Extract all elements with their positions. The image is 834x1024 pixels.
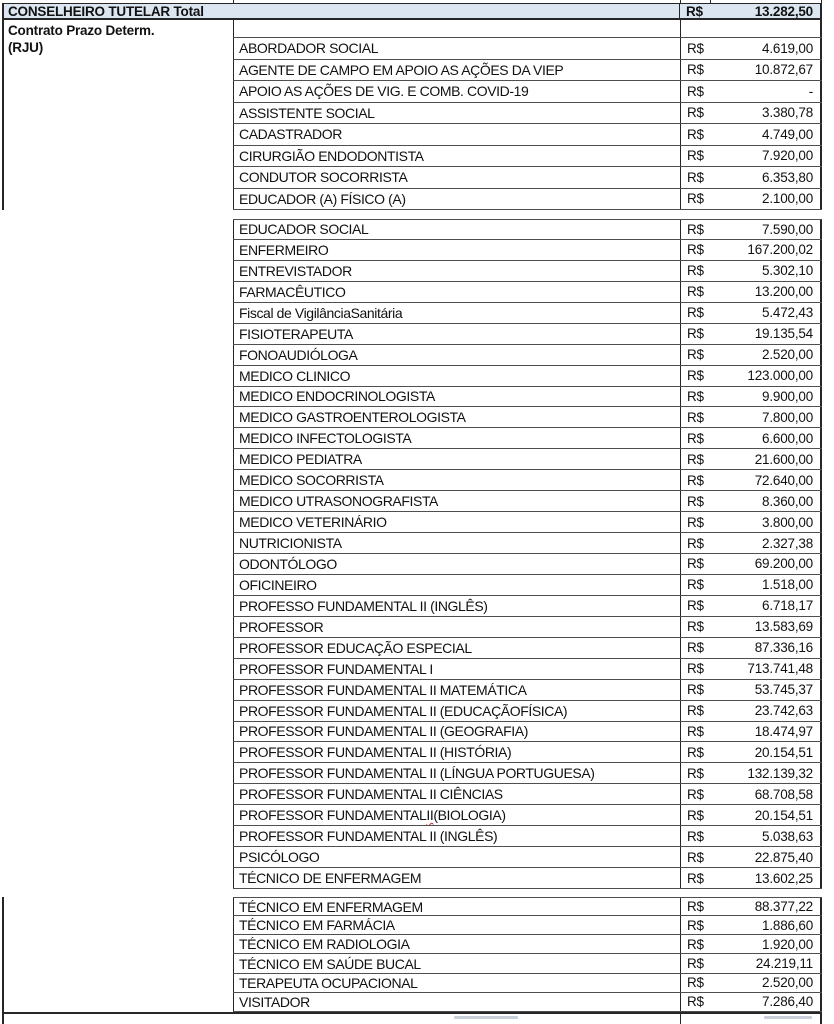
amount-value: 9.900,00 (762, 388, 813, 404)
currency-label: R$ (687, 83, 704, 99)
job-title-cell: PROFESSOR (233, 617, 680, 637)
amount-cell (680, 954, 822, 972)
amount-cell (680, 617, 822, 637)
currency-label: R$ (687, 598, 704, 614)
job-title-cell: ABORDADOR SOCIAL (233, 38, 680, 59)
amount-cell (680, 103, 822, 124)
group-label-cell (2, 20, 233, 210)
amount-value: 72.640,00 (754, 472, 813, 488)
print-page-1 (2, 20, 822, 210)
amount-value: 123.000,00 (747, 368, 813, 384)
currency-label: R$ (687, 994, 704, 1010)
currency-label: R$ (687, 723, 704, 739)
amount-value: 22.875,40 (754, 849, 813, 865)
amount-cell (680, 282, 822, 302)
amount-value: 1.518,00 (762, 577, 813, 593)
table-row (233, 261, 822, 282)
amount-cell (680, 345, 822, 365)
amount-value: 2.100,00 (762, 191, 813, 207)
table-row (233, 345, 822, 366)
table-row (233, 103, 822, 125)
table-row (233, 763, 822, 784)
table-row (233, 124, 822, 146)
currency-label: R$ (687, 105, 704, 121)
currency-label: R$ (687, 619, 704, 635)
job-title-cell: EDUCADOR SOCIAL (233, 220, 680, 239)
currency-label: R$ (687, 577, 704, 593)
amount-cell (680, 659, 822, 679)
currency-label: R$ (687, 451, 704, 467)
amount-cell (680, 638, 822, 658)
job-title-cell: EDUCADOR (A) FÍSICO (A) (233, 189, 680, 210)
currency-label: R$ (687, 703, 704, 719)
table-row (233, 784, 822, 805)
amount-value: - (808, 83, 813, 99)
currency-label: R$ (687, 62, 704, 78)
job-title-cell: PSICÓLOGO (233, 847, 680, 867)
amount-cell (680, 784, 822, 804)
amount-cell (680, 596, 822, 616)
currency-label: R$ (687, 242, 704, 258)
total-row-label: CONSELHEIRO TUTELAR Total (8, 3, 204, 19)
amount-cell (680, 324, 822, 344)
job-title-cell: PROFESSOR FUNDAMENTAL II (EDUCAÇÃOFÍSICA) (233, 701, 680, 721)
amount-cell (680, 189, 822, 210)
amount-cell (680, 805, 822, 825)
job-title-cell: TÉCNICO DE ENFERMAGEM (233, 868, 680, 888)
amount-cell (680, 533, 822, 553)
table-row (233, 81, 822, 103)
currency-label: R$ (687, 191, 704, 207)
currency-label: R$ (687, 126, 704, 142)
total-row (2, 3, 822, 20)
table-row (233, 189, 822, 211)
group-label-cell-continued (2, 897, 233, 1012)
currency-label: R$ (687, 514, 704, 530)
amount-value: 87.336,16 (754, 640, 813, 656)
job-title-cell: PROFESSOR FUNDAMENTAL II (INGLÊS) (233, 826, 680, 846)
amount-value: 3.800,00 (762, 514, 813, 530)
amount-value: 13.200,00 (754, 284, 813, 300)
amount-cell (680, 146, 822, 167)
amount-cell (680, 240, 822, 260)
job-title-cell: MEDICO GASTROENTEROLOGISTA (233, 407, 680, 427)
table-row (233, 146, 822, 168)
amount-value: 68.708,58 (754, 786, 813, 802)
next-row-clipped (2, 1012, 822, 1024)
currency-label: R$ (687, 388, 704, 404)
amount-value: 6.600,00 (762, 430, 813, 446)
currency-label: R$ (687, 899, 704, 915)
amount-value: 4.749,00 (762, 126, 813, 142)
currency-label: R$ (687, 975, 704, 991)
table-row (233, 974, 822, 993)
job-title-cell: PROFESSOR FUNDAMENTAL II CIÊNCIAS (233, 784, 680, 804)
job-title-cell: APOIO AS AÇÕES DE VIG. E COMB. COVID-19 (233, 81, 680, 102)
job-title-cell: ASSISTENTE SOCIAL (233, 103, 680, 124)
job-title-cell: CIRURGIÃO ENDODONTISTA (233, 146, 680, 167)
table-row (233, 407, 822, 428)
amount-value: 7.800,00 (762, 409, 813, 425)
amount-cell (680, 847, 822, 867)
spellcheck-underline: II (426, 807, 434, 824)
table-row (233, 533, 822, 554)
amount-cell (680, 868, 822, 888)
job-title-cell: PROFESSOR FUNDAMENTAL II (LÍNGUA PORTUGUESA) (233, 763, 680, 783)
amount-value: 20.154,51 (754, 807, 813, 823)
amount-value: 5.038,63 (762, 828, 813, 844)
table-row (233, 387, 822, 408)
amount-cell (680, 261, 822, 281)
amount-cell (680, 554, 822, 574)
job-title-cell: PROFESSOR FUNDAMENTAL II (HISTÓRIA) (233, 742, 680, 762)
table-row (233, 324, 822, 345)
job-title-cell: TÉCNICO EM SAÚDE BUCAL (233, 954, 680, 972)
table-row (233, 60, 822, 82)
amount-cell (680, 680, 822, 700)
job-title-cell: MEDICO SOCORRISTA (233, 470, 680, 490)
amount-cell (680, 366, 822, 386)
currency-label: R$ (687, 849, 704, 865)
currency-label: R$ (687, 535, 704, 551)
amount-value: 21.600,00 (754, 451, 813, 467)
amount-cell (680, 449, 822, 469)
table-row (233, 935, 822, 954)
amount-value: 6.353,80 (762, 169, 813, 185)
job-title-cell: PROFESSO FUNDAMENTAL II (INGLÊS) (233, 596, 680, 616)
table-row (233, 554, 822, 575)
table-row (233, 847, 822, 868)
table-row (233, 20, 822, 38)
job-title-cell: PROFESSOR EDUCAÇÃO ESPECIAL (233, 638, 680, 658)
total-amount-cell (679, 4, 820, 18)
amount-cell (680, 20, 822, 37)
amount-cell (680, 826, 822, 846)
amount-value: 20.154,51 (754, 744, 813, 760)
job-title-cell: FONOAUDIÓLOGA (233, 345, 680, 365)
job-title-cell: CONDUTOR SOCORRISTA (233, 167, 680, 188)
amount-value: 13.602,25 (754, 870, 813, 886)
amount-cell (680, 512, 822, 532)
amount-cell (680, 491, 822, 511)
job-title-cell: MEDICO PEDIATRA (233, 449, 680, 469)
amount-value: 132.139,32 (747, 765, 813, 781)
job-title-cell: FISIOTERAPEUTA (233, 324, 680, 344)
amount-value: 7.920,00 (762, 148, 813, 164)
amount-cell (680, 742, 822, 762)
currency-label: R$ (687, 786, 704, 802)
currency-label: R$ (687, 807, 704, 823)
amount-value: 2.327,38 (762, 535, 813, 551)
amount-cell (680, 898, 822, 915)
amount-value: 167.200,02 (747, 242, 813, 258)
clipped-next-row-text (764, 1016, 812, 1019)
currency-label: R$ (687, 409, 704, 425)
amount-cell (680, 935, 822, 953)
group-label-line2: (RJU) (8, 40, 43, 55)
currency-label: R$ (687, 956, 704, 972)
amount-cell (680, 167, 822, 188)
job-title-cell: MEDICO CLINICO (233, 366, 680, 386)
job-title-cell: ODONTÓLOGO (233, 554, 680, 574)
rows-container (233, 219, 822, 889)
grid-tick (2, 1014, 4, 1024)
table-row (233, 993, 822, 1012)
table-row (233, 366, 822, 387)
amount-cell (680, 407, 822, 427)
amount-value: 4.619,00 (762, 40, 813, 56)
table-row (233, 742, 822, 763)
amount-cell (680, 81, 822, 102)
currency-label: R$ (687, 640, 704, 656)
table-row (233, 449, 822, 470)
currency-label: R$ (687, 305, 704, 321)
job-title-cell: TÉCNICO EM RADIOLOGIA (233, 935, 680, 953)
amount-value: 713.741,48 (747, 661, 813, 677)
table-row (233, 826, 822, 847)
job-title-cell: PROFESSOR FUNDAMENTAL II MATEMÁTICA (233, 680, 680, 700)
currency-label: R$ (687, 148, 704, 164)
amount-value: 69.200,00 (754, 556, 813, 572)
amount-value: 24.219,11 (755, 956, 813, 972)
amount-cell (680, 722, 822, 742)
amount-value: 19.135,54 (754, 326, 813, 342)
amount-value: 2.520,00 (762, 347, 813, 363)
currency-label: R$ (687, 765, 704, 781)
amount-cell (680, 60, 822, 81)
group-label-cell-continued (2, 219, 233, 889)
job-title-cell: CADASTRADOR (233, 124, 680, 145)
table-row (233, 701, 822, 722)
job-title-cell: ENTREVISTADOR (233, 261, 680, 281)
amount-cell (680, 974, 822, 992)
print-page-3 (2, 897, 822, 1012)
table-row (233, 303, 822, 324)
amount-cell (680, 993, 822, 1011)
currency-label: R$ (687, 263, 704, 279)
amount-cell (680, 763, 822, 783)
job-title-cell: AGENTE DE CAMPO EM APOIO AS AÇÕES DA VIEP (233, 60, 680, 81)
rows-container (233, 897, 822, 1012)
currency-label: R$ (686, 3, 703, 19)
table-row (233, 805, 822, 826)
grid-tick (680, 1014, 681, 1024)
job-title-cell: NUTRICIONISTA (233, 533, 680, 553)
table-row (233, 282, 822, 303)
currency-label: R$ (687, 936, 704, 952)
currency-label: R$ (687, 169, 704, 185)
currency-label: R$ (687, 661, 704, 677)
amount-cell (680, 387, 822, 407)
amount-value: 13.583,69 (754, 619, 813, 635)
clipped-next-row-text (454, 1016, 518, 1019)
currency-label: R$ (687, 493, 704, 509)
job-title-cell: Fiscal de VigilânciaSanitária (233, 303, 680, 323)
job-title-cell: MEDICO UTRASONOGRAFISTA (233, 491, 680, 511)
table-row (233, 868, 822, 889)
table-row (233, 470, 822, 491)
table-row (233, 897, 822, 916)
job-title-cell: FARMACÊUTICO (233, 282, 680, 302)
job-title-cell: TÉCNICO EM FARMÁCIA (233, 916, 680, 934)
table-row (233, 916, 822, 935)
amount-value: 2.520,00 (762, 975, 813, 991)
amount-cell (680, 470, 822, 490)
amount-cell (680, 428, 822, 448)
currency-label: R$ (687, 744, 704, 760)
job-title-cell: TÉCNICO EM ENFERMAGEM (233, 898, 680, 915)
amount-value: 1.886,60 (762, 917, 813, 933)
table-row (233, 38, 822, 60)
amount-value: 88.377,22 (754, 899, 813, 915)
print-page-2 (2, 219, 822, 889)
currency-label: R$ (687, 40, 704, 56)
table-row (233, 638, 822, 659)
currency-label: R$ (687, 870, 704, 886)
job-title-cell (233, 20, 680, 37)
amount-value: 7.286,40 (762, 994, 813, 1010)
rows-container (233, 20, 822, 210)
job-title-cell: TERAPEUTA OCUPACIONAL (233, 974, 680, 992)
currency-label: R$ (687, 472, 704, 488)
amount-value: 8.360,00 (762, 493, 813, 509)
amount-value: 18.474,97 (754, 723, 813, 739)
job-title-cell: MEDICO VETERINÁRIO (233, 512, 680, 532)
currency-label: R$ (687, 917, 704, 933)
amount-value: 6.718,17 (762, 598, 813, 614)
currency-label: R$ (687, 368, 704, 384)
job-title-cell: VISITADOR (233, 993, 680, 1011)
currency-label: R$ (687, 221, 704, 237)
job-title-cell: PROFESSOR FUNDAMENTAL II (GEOGRAFIA) (233, 722, 680, 742)
currency-label: R$ (687, 284, 704, 300)
amount-cell (680, 701, 822, 721)
table-row (233, 167, 822, 189)
table-row (233, 575, 822, 596)
table-row (233, 491, 822, 512)
currency-label: R$ (687, 682, 704, 698)
table-row (233, 617, 822, 638)
table-row (233, 219, 822, 240)
amount-cell (680, 575, 822, 595)
total-amount-value: 13.282,50 (754, 3, 813, 19)
amount-value: 5.302,10 (762, 263, 813, 279)
amount-cell (680, 220, 822, 239)
amount-cell (680, 38, 822, 59)
amount-value: 7.590,00 (762, 221, 813, 237)
table-row (233, 659, 822, 680)
amount-value: 10.872,67 (754, 62, 813, 78)
job-title-cell: PROFESSOR FUNDAMENTAL II (BIOLOGIA) (233, 805, 680, 825)
amount-value: 23.742,63 (754, 703, 813, 719)
currency-label: R$ (687, 347, 704, 363)
grid-tick (820, 1014, 822, 1024)
currency-label: R$ (687, 556, 704, 572)
currency-label: R$ (687, 326, 704, 342)
table-row (233, 680, 822, 701)
amount-value: 3.380,78 (762, 105, 813, 121)
job-title-cell: MEDICO INFECTOLOGISTA (233, 428, 680, 448)
job-title-cell: PROFESSOR FUNDAMENTAL I (233, 659, 680, 679)
table-row (233, 722, 822, 743)
amount-value: 1.920,00 (762, 936, 813, 952)
group-label-line1: Contrato Prazo Determ. (8, 23, 155, 38)
table-row (233, 428, 822, 449)
amount-cell (680, 303, 822, 323)
job-title-cell: MEDICO ENDOCRINOLOGISTA (233, 387, 680, 407)
amount-value: 53.745,37 (754, 682, 813, 698)
table-row (233, 512, 822, 533)
table-row (233, 596, 822, 617)
job-title-cell: OFICINEIRO (233, 575, 680, 595)
table-row (233, 954, 822, 973)
amount-value: 5.472,43 (762, 305, 813, 321)
amount-cell (680, 124, 822, 145)
job-title-cell: ENFERMEIRO (233, 240, 680, 260)
amount-cell (680, 916, 822, 934)
currency-label: R$ (687, 828, 704, 844)
table-row (233, 240, 822, 261)
currency-label: R$ (687, 430, 704, 446)
